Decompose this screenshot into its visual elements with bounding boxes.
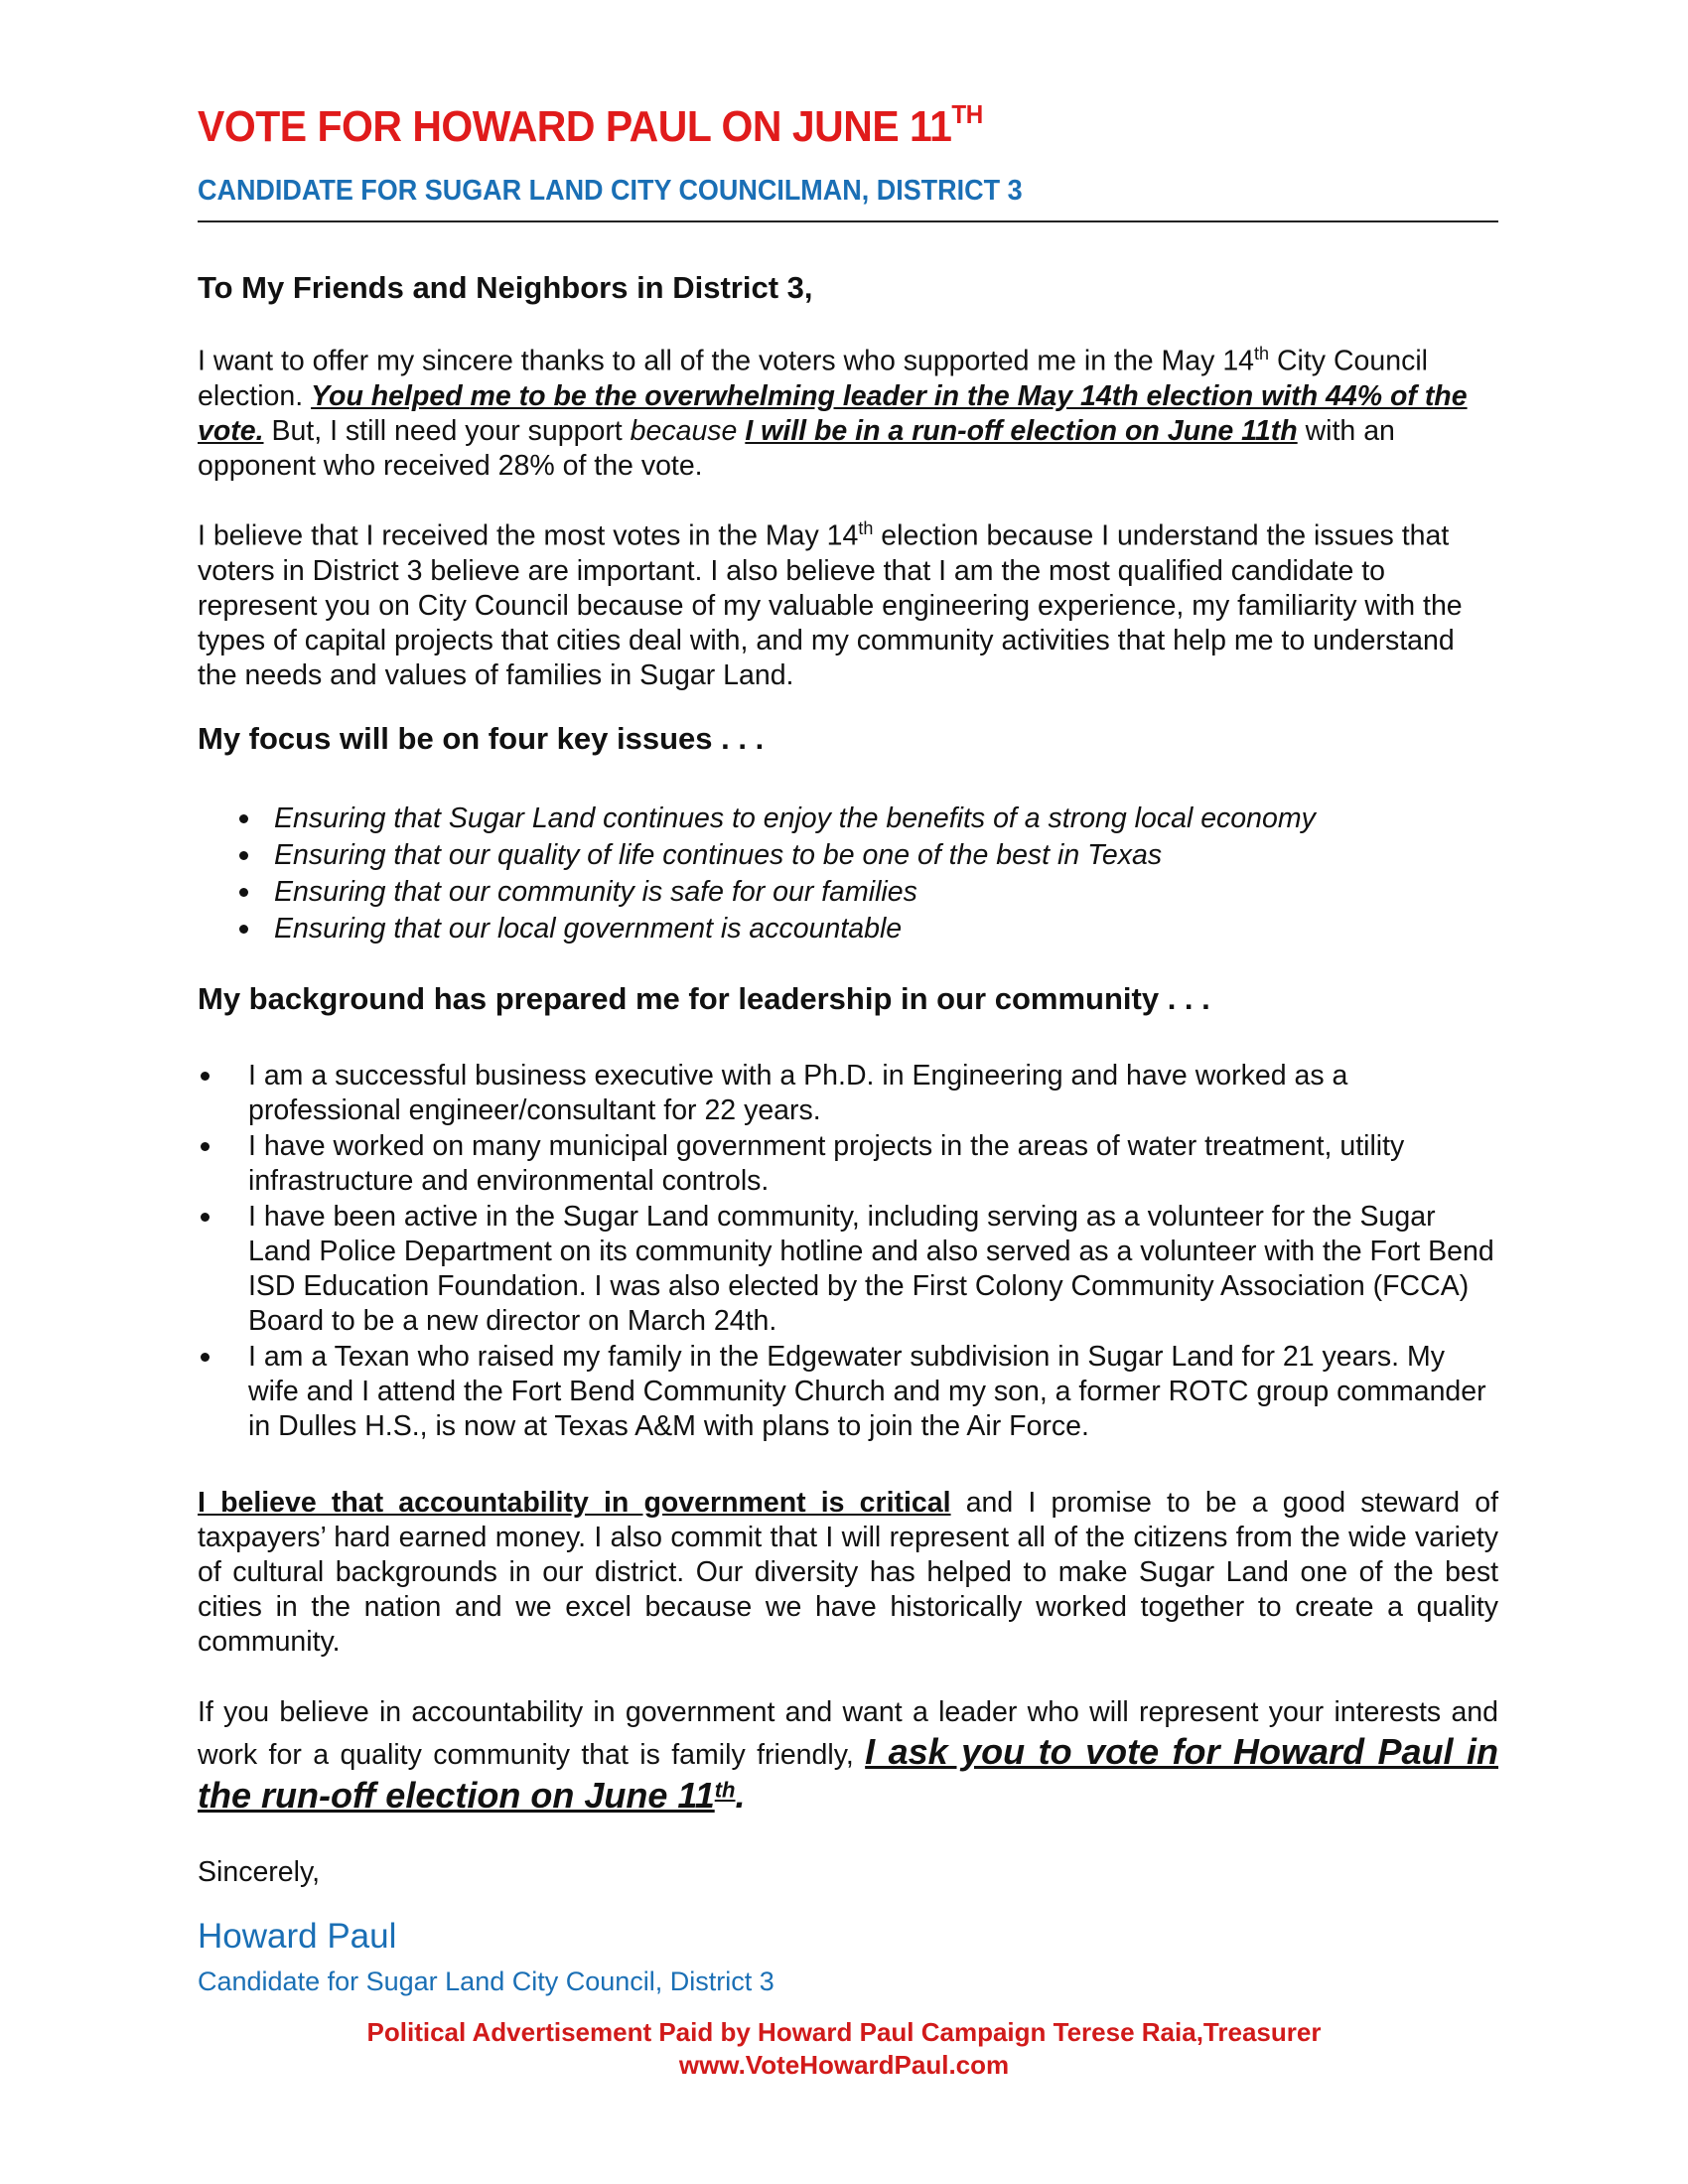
paragraph-call-to-action: If you believe in accountability in government and want a leader who will represent your interests and work for a quality community that is family friendly, I ask you to vote for Howard Paul in the run-off election on June 11th.	[198, 1696, 1498, 1816]
p1-text-a: I want to offer my sincere thanks to all of the voters who supported me in the May 14	[198, 345, 1255, 377]
p2-superscript: th	[858, 518, 874, 538]
bullet-icon	[239, 851, 248, 860]
p1-text-d: But, I still need your support	[263, 414, 631, 447]
bullet-icon	[239, 925, 248, 934]
closing: Sincerely,	[198, 1856, 321, 1888]
background-item: I have been active in the Sugar Land community, including serving as a volunteer for the Sugar Land Police Department on its community hotline and also served as a volunteer with the Fort Bend ISD Education Foundation. I was also elected by the First Colony Community Association (FCCA) Board to be a new director on March 24th.	[198, 1200, 1498, 1339]
footer-disclaimer	[0, 2016, 1688, 2082]
p1-italic-because: because	[630, 414, 738, 447]
focus-item: Ensuring that our community is safe for our families	[198, 874, 1488, 911]
background-heading: My background has prepared me for leadership in our community . . .	[198, 981, 1210, 1016]
p1-emphasis-runoff: I will be in a run-off election on June 11th	[745, 414, 1298, 447]
signature-title: Candidate for Sugar Land City Council, District 3	[198, 1966, 774, 1996]
header-divider	[198, 220, 1498, 222]
title-text: VOTE FOR HOWARD PAUL ON JUNE 11	[198, 102, 952, 151]
p4-vote-appeal: I ask you to vote for Howard Paul in the run-off election on June 11	[198, 1731, 1498, 1816]
p4-superscript: th	[714, 1777, 736, 1803]
background-item: I am a Texan who raised my family in the Edgewater subdivision in Sugar Land for 21 years. My wife and I attend the Fort Bend Community Church and my son, a former ROTC group commander in Dulles H.S., is now at Texas A&M with plans to join the Air Force.	[198, 1340, 1498, 1444]
bullet-icon	[239, 888, 248, 897]
background-list	[198, 1059, 1498, 1444]
footer-paid-by: Political Advertisement Paid by Howard Paul Campaign Terese Raia,Treasurer	[366, 2017, 1322, 2047]
background-item: I have worked on many municipal government projects in the areas of water treatment, utility infrastructure and environmental controls.	[198, 1129, 1498, 1199]
background-item: I am a successful business executive with a Ph.D. in Engineering and have worked as a professional engineer/consultant for 22 years.	[198, 1059, 1498, 1128]
paragraph-qualifications	[198, 511, 1498, 693]
p1-text-h: with an opponent who received 28% of the vote.	[198, 414, 1395, 482]
bullet-icon	[239, 814, 248, 823]
focus-list	[198, 801, 1488, 947]
p2-text-a: I believe that I received the most votes in the May 14	[198, 519, 859, 552]
focus-heading: My focus will be on four key issues . . .	[198, 721, 765, 756]
p3-text: and I promise to be a good steward of taxpayers’ hard earned money. I also commit that I will represent all of the citizens from the wide variety of cultural backgrounds in our district. Our diversity has helped to make Sugar Land one of the best cities in the nation and we excel because we have historically worked together to create a quality community.	[198, 1487, 1498, 1658]
greeting: To My Friends and Neighbors in District 3,	[198, 270, 813, 305]
signature-name: Howard Paul	[198, 1917, 397, 1956]
p4-text: If you believe in accountability in government and want a leader who will represent your interests and work for a quality community that is family friendly,	[198, 1696, 1498, 1771]
bullet-icon	[201, 1213, 210, 1222]
bullet-icon	[201, 1142, 210, 1151]
footer-website-link[interactable]: www.VoteHowardPaul.com	[678, 2050, 1010, 2080]
focus-item: Ensuring that our quality of life continues to be one of the best in Texas	[198, 837, 1488, 874]
p1-text-b: City Council election.	[198, 345, 1429, 412]
paragraph-thanks	[198, 337, 1488, 484]
focus-item: Ensuring that our local government is accountable	[198, 911, 1488, 947]
page-title	[198, 99, 983, 152]
bullet-icon	[201, 1353, 210, 1362]
page-subtitle: CANDIDATE FOR SUGAR LAND CITY COUNCILMAN, DISTRICT 3	[198, 175, 1023, 207]
p1-superscript: th	[1254, 344, 1270, 364]
p3-emphasis: I believe that accountability in government is critical	[198, 1487, 951, 1519]
p1-emphasis-leader: You helped me to be the overwhelming leader in the May 14th election with 44% of the vote.	[198, 379, 1468, 447]
p2-text-b: election because I understand the issues that voters in District 3 believe are important. I also believe that I am the most qualified candidate to represent you on City Council because of my valuable engineering experience, my familiarity with the types of capital projects that cities deal with, and my community activities that help me to understand the needs and values of families in Sugar Land.	[198, 519, 1463, 691]
bullet-icon	[201, 1072, 210, 1081]
paragraph-accountability	[198, 1486, 1498, 1660]
focus-item: Ensuring that Sugar Land continues to enjoy the benefits of a strong local economy	[198, 801, 1488, 837]
title-superscript: TH	[951, 99, 983, 129]
